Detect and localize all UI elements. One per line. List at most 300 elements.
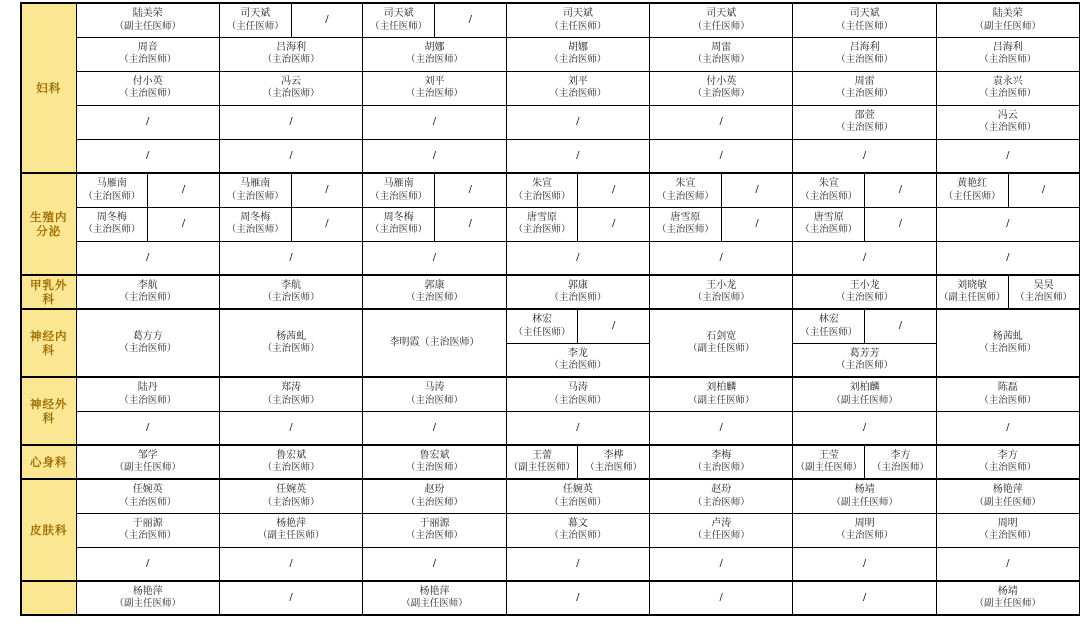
doctor-title: （主治医师） bbox=[405, 462, 463, 474]
doctor-title: （主治医师） bbox=[692, 496, 750, 508]
schedule-cell bbox=[76, 377, 219, 411]
doctor-name: 邹学 bbox=[137, 449, 158, 461]
empty-slot-cell: / bbox=[363, 139, 506, 173]
schedule-cell bbox=[506, 309, 578, 343]
schedule-cell bbox=[219, 377, 362, 411]
schedule-cell bbox=[363, 71, 506, 105]
doctor-title: （主治医师） bbox=[513, 224, 571, 236]
schedule-cell bbox=[936, 71, 1079, 105]
doctor-title: （副主任医师） bbox=[974, 598, 1042, 610]
schedule-cell bbox=[506, 71, 649, 105]
doctor-title: （主治医师） bbox=[549, 496, 607, 508]
doctor-name: 杨茜虬 bbox=[276, 330, 307, 342]
schedule-cell bbox=[793, 71, 936, 105]
empty-slot-cell: / bbox=[363, 241, 506, 275]
doctor-title: （副主任医师） bbox=[508, 462, 576, 474]
schedule-cell bbox=[363, 377, 506, 411]
doctor-name: 马雁南 bbox=[383, 178, 414, 190]
doctor-title: （主治医师） bbox=[979, 530, 1037, 542]
empty-slot-cell: / bbox=[936, 139, 1079, 173]
doctor-title: （主治医师） bbox=[549, 54, 607, 66]
schedule-cell bbox=[793, 513, 936, 547]
schedule-cell bbox=[363, 37, 506, 71]
schedule-cell bbox=[363, 581, 506, 615]
department-label: 神经外科 bbox=[21, 377, 76, 445]
department-label bbox=[21, 581, 76, 615]
schedule-cell bbox=[219, 207, 291, 241]
empty-slot-cell: / bbox=[721, 207, 793, 241]
schedule-cell bbox=[936, 105, 1079, 139]
doctor-title: （主治医师） bbox=[800, 224, 858, 236]
doctor-name: 冯云 bbox=[997, 109, 1018, 121]
doctor-title: （主任医师） bbox=[549, 20, 607, 32]
doctor-title: （主治医师） bbox=[1015, 292, 1073, 304]
doctor-name: 李方 bbox=[997, 449, 1018, 461]
doctor-title: （主治医师） bbox=[692, 88, 750, 100]
schedule-cell bbox=[76, 445, 219, 479]
schedule-cell bbox=[936, 173, 1008, 207]
doctor-title: （主治医师） bbox=[692, 292, 750, 304]
empty-slot-cell: / bbox=[363, 105, 506, 139]
doctor-name: 任婉英 bbox=[132, 484, 163, 496]
doctor-title: （主治医师） bbox=[83, 224, 141, 236]
doctor-title: （主治医师） bbox=[836, 88, 894, 100]
doctor-title: （主治医师） bbox=[405, 530, 463, 542]
empty-slot-cell: / bbox=[506, 241, 649, 275]
doctor-title: （主治医师） bbox=[405, 88, 463, 100]
doctor-name: 吕海利 bbox=[992, 41, 1023, 53]
doctor-title: （主治医师） bbox=[226, 190, 284, 202]
doctor-name: 郭康 bbox=[424, 279, 445, 291]
doctor-title: （主治医师） bbox=[979, 462, 1037, 474]
doctor-title: （副主任医师） bbox=[114, 20, 181, 32]
doctor-name: 周音 bbox=[137, 41, 158, 53]
doctor-name: 唐雪原 bbox=[526, 211, 557, 223]
schedule-cell bbox=[363, 445, 506, 479]
doctor-title: （副主任医师） bbox=[938, 292, 1006, 304]
schedule-cell bbox=[76, 37, 219, 71]
schedule-cell bbox=[76, 207, 148, 241]
empty-slot-cell: / bbox=[865, 309, 937, 343]
doctor-title: （主治医师） bbox=[262, 292, 320, 304]
schedule-cell bbox=[506, 513, 649, 547]
doctor-name: 司天斌 bbox=[240, 8, 271, 20]
empty-slot-cell: / bbox=[434, 207, 506, 241]
doctor-name: 周雷 bbox=[711, 41, 732, 53]
schedule-cell bbox=[76, 173, 148, 207]
doctor-name: 胡娜 bbox=[424, 41, 445, 53]
doctor-name: 马雁南 bbox=[96, 178, 127, 190]
schedule-cell bbox=[76, 3, 219, 37]
doctor-title: （副主任医师） bbox=[114, 462, 181, 474]
schedule-cell bbox=[76, 275, 219, 309]
doctor-name: 杨靖 bbox=[997, 585, 1018, 597]
empty-slot-cell: / bbox=[76, 241, 219, 275]
doctor-title: （主治医师） bbox=[262, 462, 320, 474]
doctor-title: （副主任医师） bbox=[687, 343, 755, 355]
empty-slot-cell: / bbox=[219, 105, 362, 139]
doctor-name: 陆美荣 bbox=[992, 8, 1023, 20]
empty-slot-cell: / bbox=[219, 581, 362, 615]
doctor-name: 石剑宽 bbox=[706, 330, 737, 342]
doctor-name: 黄艳红 bbox=[957, 178, 988, 190]
doctor-title: （主治医师） bbox=[262, 54, 320, 66]
empty-slot-cell: / bbox=[936, 547, 1079, 581]
doctor-name: 刘晓敏 bbox=[957, 279, 988, 291]
empty-slot-cell: / bbox=[865, 173, 937, 207]
schedule-cell bbox=[936, 275, 1008, 309]
doctor-name: 吕海利 bbox=[276, 41, 307, 53]
doctor-name: 于丽源 bbox=[419, 517, 450, 529]
doctor-name: 李桦 bbox=[603, 449, 624, 461]
doctor-title: （主任医师） bbox=[226, 20, 284, 32]
doctor-title: （主治医师） bbox=[549, 530, 607, 542]
doctor-name: 王小龙 bbox=[849, 279, 880, 291]
schedule-cell bbox=[219, 479, 362, 513]
doctor-name: 刘柏麟 bbox=[849, 382, 880, 394]
empty-slot-cell: / bbox=[936, 207, 1079, 241]
schedule-cell bbox=[578, 445, 650, 479]
schedule-cell bbox=[650, 275, 793, 309]
doctor-title: （主治医师） bbox=[405, 394, 463, 406]
doctor-title: （主任医师） bbox=[692, 20, 750, 32]
doctor-title: （副主任医师） bbox=[795, 462, 863, 474]
doctor-title: （主任医师） bbox=[692, 530, 750, 542]
doctor-name: 刘柏麟 bbox=[706, 382, 737, 394]
doctor-name: 朱宣 bbox=[818, 178, 839, 190]
empty-slot-cell: / bbox=[219, 411, 362, 445]
schedule-cell bbox=[793, 343, 936, 377]
empty-slot-cell: / bbox=[76, 411, 219, 445]
empty-slot-cell: / bbox=[650, 139, 793, 173]
doctor-name: 郭康 bbox=[567, 279, 588, 291]
doctor-title: （主治医师） bbox=[370, 224, 428, 236]
empty-slot-cell: / bbox=[219, 241, 362, 275]
empty-slot-cell: / bbox=[291, 173, 363, 207]
schedule-cell bbox=[936, 445, 1079, 479]
doctor-title: （主治医师） bbox=[979, 343, 1037, 355]
department-label: 神经内科 bbox=[21, 309, 76, 377]
schedule-cell bbox=[363, 3, 435, 37]
schedule-cell bbox=[506, 173, 578, 207]
schedule-cell bbox=[650, 309, 793, 377]
schedule-cell bbox=[650, 37, 793, 71]
doctor-schedule-table bbox=[20, 2, 1080, 616]
doctor-name: 刘平 bbox=[424, 75, 445, 87]
doctor-title: （主任医师） bbox=[836, 20, 894, 32]
schedule-cell bbox=[936, 479, 1079, 513]
doctor-name: 邵萱 bbox=[854, 109, 875, 121]
doctor-name: 周冬梅 bbox=[383, 211, 414, 223]
empty-slot-cell: / bbox=[506, 105, 649, 139]
schedule-cell bbox=[506, 37, 649, 71]
doctor-name: 周冬梅 bbox=[96, 211, 127, 223]
doctor-name: 杨靖 bbox=[854, 484, 875, 496]
doctor-title: （主治医师） bbox=[549, 394, 607, 406]
schedule-cell bbox=[793, 173, 865, 207]
doctor-name: 司天斌 bbox=[706, 8, 737, 20]
schedule-cell bbox=[936, 309, 1079, 377]
doctor-name: 司天斌 bbox=[849, 8, 880, 20]
empty-slot-cell: / bbox=[506, 547, 649, 581]
doctor-title: （主治医师） bbox=[836, 360, 894, 372]
doctor-title: （主治医师） bbox=[549, 292, 607, 304]
schedule-cell bbox=[363, 275, 506, 309]
empty-slot-cell: / bbox=[793, 411, 936, 445]
doctor-title: （副主任医师） bbox=[831, 496, 898, 508]
schedule-cell bbox=[650, 377, 793, 411]
doctor-name: 袁永兴 bbox=[992, 75, 1023, 87]
doctor-name: 王小龙 bbox=[706, 279, 737, 291]
schedule-cell bbox=[793, 37, 936, 71]
schedule-cell bbox=[76, 479, 219, 513]
doctor-title: （主治医师） bbox=[800, 190, 858, 202]
doctor-name: 鲁宏斌 bbox=[419, 449, 450, 461]
schedule-cell bbox=[793, 207, 865, 241]
empty-slot-cell: / bbox=[76, 547, 219, 581]
department-label: 心身科 bbox=[21, 445, 76, 479]
doctor-title: （主治医师） bbox=[119, 530, 177, 542]
department-label: 甲乳外科 bbox=[21, 275, 76, 309]
doctor-title: （主治医师） bbox=[549, 360, 607, 372]
schedule-cell bbox=[219, 309, 362, 377]
doctor-name: 幕文 bbox=[567, 517, 588, 529]
doctor-title: （主治医师） bbox=[119, 54, 177, 66]
doctor-name: 杨茜虬 bbox=[992, 330, 1023, 342]
doctor-title: （副主任医师） bbox=[257, 530, 325, 542]
empty-slot-cell: / bbox=[434, 3, 506, 37]
doctor-name: 李航 bbox=[281, 279, 302, 291]
schedule-cell bbox=[219, 445, 362, 479]
doctor-title: （主治医师） bbox=[871, 462, 929, 474]
doctor-name: 胡娜 bbox=[567, 41, 588, 53]
doctor-name: 杨艳萍 bbox=[992, 484, 1023, 496]
doctor-title: （主治医师） bbox=[262, 394, 320, 406]
doctor-name: 王莹 bbox=[818, 449, 839, 461]
doctor-title: （主治医师） bbox=[370, 190, 428, 202]
empty-slot-cell: / bbox=[1008, 173, 1080, 207]
doctor-title: （主任医师） bbox=[370, 20, 428, 32]
doctor-name: 杨艳萍 bbox=[276, 517, 307, 529]
schedule-cell bbox=[650, 445, 793, 479]
empty-slot-cell: / bbox=[936, 411, 1079, 445]
doctor-title: （主治医师） bbox=[262, 88, 320, 100]
doctor-name: 李航 bbox=[137, 279, 158, 291]
doctor-title: （主治医师） bbox=[836, 122, 894, 134]
doctor-name: 任婉英 bbox=[276, 484, 307, 496]
doctor-name: 鲁宏斌 bbox=[276, 449, 307, 461]
empty-slot-cell: / bbox=[434, 173, 506, 207]
schedule-cell bbox=[650, 173, 722, 207]
schedule-cell bbox=[363, 479, 506, 513]
doctor-name: 周明 bbox=[997, 517, 1018, 529]
doctor-title: （主治医师） bbox=[979, 88, 1037, 100]
schedule-cell bbox=[506, 445, 578, 479]
schedule-cell bbox=[76, 309, 219, 377]
doctor-name: 唐雪原 bbox=[813, 211, 844, 223]
doctor-name: 马涛 bbox=[424, 382, 445, 394]
doctor-name: 陆丹 bbox=[137, 382, 158, 394]
doctor-name: 唐雪原 bbox=[670, 211, 701, 223]
schedule-cell bbox=[936, 37, 1079, 71]
doctor-name: 吴昊 bbox=[1033, 279, 1054, 291]
doctor-title: （主治医师） bbox=[979, 394, 1037, 406]
doctor-name: 李龙 bbox=[567, 347, 588, 359]
doctor-name: 马涛 bbox=[567, 382, 588, 394]
doctor-name: 王蕾 bbox=[531, 449, 552, 461]
department-label: 生殖内分泌 bbox=[21, 173, 76, 275]
empty-slot-cell: / bbox=[578, 309, 650, 343]
doctor-name: 周雷 bbox=[854, 75, 875, 87]
schedule-cell bbox=[793, 309, 865, 343]
doctor-name: 杨艳萍 bbox=[132, 585, 163, 597]
doctor-name: 李梅 bbox=[711, 449, 732, 461]
doctor-name: 林宏 bbox=[531, 314, 552, 326]
doctor-title: （主治医师） bbox=[262, 343, 320, 355]
doctor-title: （主治医师） bbox=[119, 343, 177, 355]
doctor-name: 卢涛 bbox=[711, 517, 732, 529]
schedule-cell bbox=[936, 513, 1079, 547]
doctor-title: （主治医师） bbox=[979, 122, 1037, 134]
schedule-cell bbox=[793, 275, 936, 309]
doctor-name: 司天斌 bbox=[562, 8, 593, 20]
empty-slot-cell: / bbox=[793, 581, 936, 615]
schedule-cell bbox=[76, 71, 219, 105]
schedule-cell bbox=[650, 3, 793, 37]
doctor-title: （副主任医师） bbox=[401, 598, 468, 610]
doctor-title: （主任医师） bbox=[800, 326, 858, 338]
empty-slot-cell: / bbox=[506, 581, 649, 615]
empty-slot-cell: / bbox=[936, 241, 1079, 275]
doctor-name: 付小英 bbox=[706, 75, 737, 87]
doctor-title: （主治医师） bbox=[119, 88, 177, 100]
schedule-cell bbox=[936, 377, 1079, 411]
doctor-title: （主治医师） bbox=[119, 394, 177, 406]
empty-slot-cell: / bbox=[721, 173, 793, 207]
schedule-cell bbox=[1008, 275, 1080, 309]
empty-slot-cell: / bbox=[650, 241, 793, 275]
empty-slot-cell: / bbox=[650, 411, 793, 445]
schedule-cell bbox=[793, 445, 865, 479]
doctor-title: （副主任医师） bbox=[831, 394, 898, 406]
schedule-cell bbox=[219, 71, 362, 105]
empty-slot-cell: / bbox=[650, 547, 793, 581]
schedule-cell bbox=[793, 377, 936, 411]
schedule-cell bbox=[219, 37, 362, 71]
schedule-cell bbox=[793, 3, 936, 37]
doctor-title: （主任医师） bbox=[943, 190, 1001, 202]
doctor-name: 李方 bbox=[890, 449, 911, 461]
schedule-cell bbox=[76, 513, 219, 547]
doctor-name: 朱宣 bbox=[531, 178, 552, 190]
doctor-title: （主治医师） bbox=[656, 224, 714, 236]
empty-slot-cell: / bbox=[793, 139, 936, 173]
empty-slot-cell: / bbox=[291, 3, 363, 37]
schedule-cell bbox=[219, 513, 362, 547]
schedule-cell bbox=[650, 513, 793, 547]
doctor-title: （副主任医师） bbox=[687, 394, 755, 406]
empty-slot-cell: / bbox=[578, 207, 650, 241]
empty-slot-cell: / bbox=[793, 241, 936, 275]
doctor-name: 杨艳萍 bbox=[419, 585, 450, 597]
doctor-title: （主治医师） bbox=[119, 292, 177, 304]
doctor-name: 吕海利 bbox=[849, 41, 880, 53]
schedule-cell bbox=[363, 207, 435, 241]
doctor-title: （主任医师） bbox=[513, 326, 571, 338]
doctor-name: 司天斌 bbox=[383, 8, 414, 20]
doctor-name: 葛方方 bbox=[132, 330, 163, 342]
schedule-cell bbox=[219, 275, 362, 309]
doctor-name: 陆美荣 bbox=[132, 8, 163, 20]
doctor-title: （主治医师） bbox=[656, 190, 714, 202]
empty-slot-cell: / bbox=[578, 173, 650, 207]
schedule-cell bbox=[76, 581, 219, 615]
empty-slot-cell: / bbox=[219, 547, 362, 581]
doctor-name: 朱宣 bbox=[675, 178, 696, 190]
schedule-cell bbox=[650, 479, 793, 513]
empty-slot-cell: / bbox=[76, 105, 219, 139]
doctor-title: （副主任医师） bbox=[114, 598, 181, 610]
doctor-title: （主治医师） bbox=[226, 224, 284, 236]
schedule-cell bbox=[219, 3, 291, 37]
department-label: 妇科 bbox=[21, 3, 76, 173]
schedule-cell bbox=[363, 173, 435, 207]
doctor-name: 郑涛 bbox=[281, 382, 302, 394]
doctor-name: 任婉英 bbox=[562, 484, 593, 496]
doctor-title: （主治医师） bbox=[405, 292, 463, 304]
schedule-cell bbox=[506, 207, 578, 241]
doctor-title: （主治医师） bbox=[585, 462, 643, 474]
doctor-name: 周冬梅 bbox=[240, 211, 271, 223]
doctor-name: 刘平 bbox=[567, 75, 588, 87]
empty-slot-cell: / bbox=[506, 411, 649, 445]
doctor-title: （主治医师） bbox=[405, 496, 463, 508]
schedule-cell bbox=[506, 275, 649, 309]
doctor-title: （主治医师） bbox=[119, 496, 177, 508]
empty-slot-cell: / bbox=[865, 207, 937, 241]
doctor-title: （主治医师） bbox=[405, 54, 463, 66]
schedule-cell bbox=[936, 581, 1079, 615]
doctor-title: （副主任医师） bbox=[974, 20, 1042, 32]
doctor-name: 于丽源 bbox=[132, 517, 163, 529]
empty-slot-cell: / bbox=[76, 139, 219, 173]
doctor-name: 陈磊 bbox=[997, 382, 1018, 394]
doctor-name: 冯云 bbox=[281, 75, 302, 87]
schedule-cell bbox=[650, 71, 793, 105]
doctor-name: 葛芳芳 bbox=[849, 347, 880, 359]
doctor-title: （主治医师） bbox=[836, 292, 894, 304]
doctor-title: （主治医师） bbox=[262, 496, 320, 508]
doctor-title: （主治医师） bbox=[692, 54, 750, 66]
doctor-name: 付小英 bbox=[132, 75, 163, 87]
doctor-title: （主治医师） bbox=[83, 190, 141, 202]
empty-slot-cell: / bbox=[650, 105, 793, 139]
schedule-cell bbox=[506, 3, 649, 37]
empty-slot-cell: / bbox=[363, 411, 506, 445]
schedule-cell bbox=[363, 513, 506, 547]
empty-slot-cell: / bbox=[506, 139, 649, 173]
doctor-title: （副主任医师） bbox=[974, 496, 1042, 508]
doctor-title: （主治医师） bbox=[513, 190, 571, 202]
doctor-name: 林宏 bbox=[818, 314, 839, 326]
schedule-cell bbox=[865, 445, 937, 479]
schedule-cell bbox=[506, 343, 649, 377]
schedule-cell bbox=[793, 105, 936, 139]
doctor-name: 赵玢 bbox=[711, 484, 732, 496]
doctor-name: 赵玢 bbox=[424, 484, 445, 496]
schedule-cell bbox=[936, 3, 1079, 37]
doctor-title: （主治医师） bbox=[836, 54, 894, 66]
